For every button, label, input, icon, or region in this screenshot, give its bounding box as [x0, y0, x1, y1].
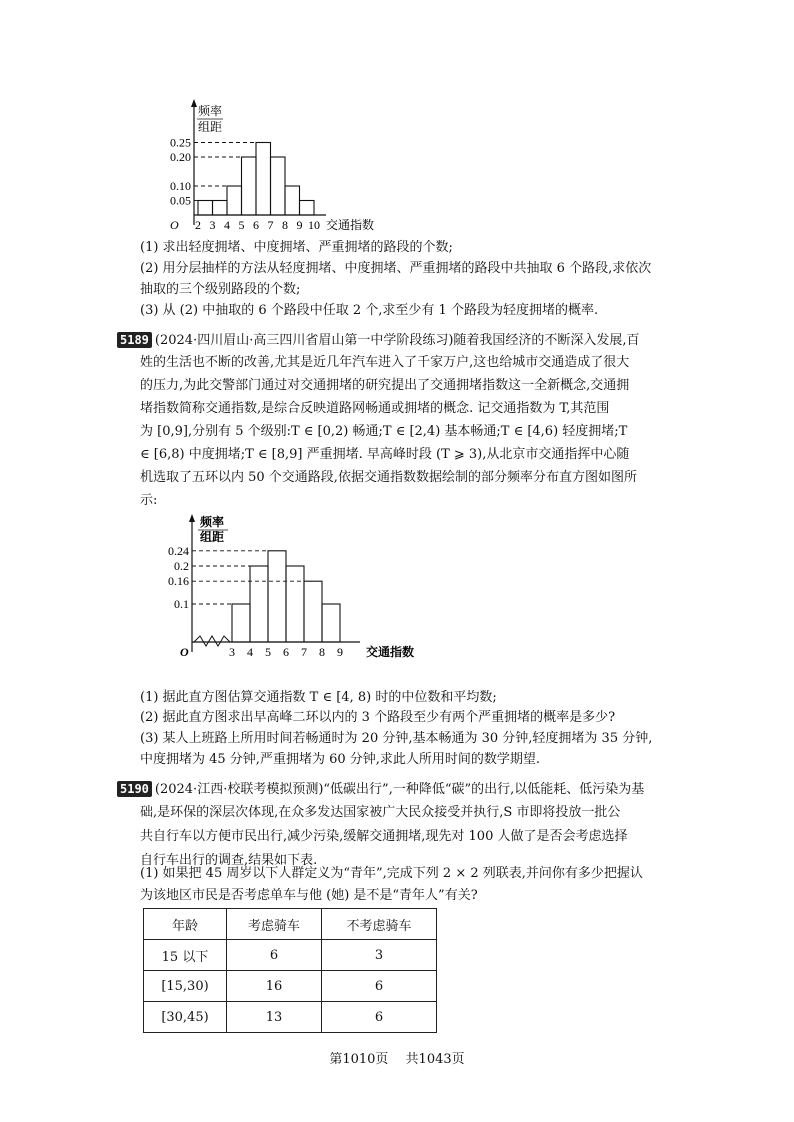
table-cell: 6	[227, 940, 322, 971]
table-cell: 3	[322, 940, 437, 971]
histogram-bar	[322, 604, 340, 642]
chart2-x-ticks	[229, 645, 343, 659]
problem-5189-line-6: ∈ [6,8) 中度拥堵;T ∈ [8,9] 严重拥堵. 早高峰时段 (T ⩾ 3),从北京市交通指挥中心随	[140, 447, 630, 462]
problem-number-badge: 5190	[117, 781, 152, 797]
problem-5189-line-7: 机选取了五环以内 50 个交通路段,依据交通指数数据绘制的部分频率分布直方图如图所	[140, 470, 637, 485]
y-tick-label: 0.2	[174, 559, 189, 573]
x-tick-label: 9	[296, 218, 303, 232]
x-tick-label: 4	[247, 645, 253, 659]
x-tick-label: 7	[267, 218, 274, 232]
y-tick-label: 0.16	[168, 574, 189, 589]
histogram-bar	[286, 566, 304, 642]
chart2-origin: O	[180, 645, 189, 659]
problem-5190-q1: (1) 如果把 45 周岁以下人群定义为“青年”,完成下列 2 × 2 列联表,并问你有多少把握认	[140, 866, 643, 881]
x-tick-label: 2	[195, 218, 201, 232]
chart1-ylabel-top: 频率	[198, 104, 223, 118]
table-cell: 6	[322, 971, 437, 1002]
histogram-chart-1	[150, 95, 430, 240]
problem-number-badge: 5189	[117, 332, 152, 348]
histogram-bar	[242, 157, 257, 215]
problem-5189-line-2: 姓的生活也不断的改善,尤其是近几年汽车进入了千家万户,这也给城市交通造成了很大	[140, 355, 630, 370]
chart2-ylabel-top: 频率	[200, 515, 225, 529]
problem-5189-q1: (1) 据此直方图估算交通指数 T ∈ [4, 8) 时的中位数和平均数;	[140, 690, 497, 705]
problem-5190-q1-cont: 为该地区市民是否考虑单车与他 (她) 是不是“青年人”有关?	[140, 888, 478, 903]
table-cell: [15,30)	[144, 971, 227, 1002]
x-tick-label: 5	[265, 645, 271, 659]
table-cell: 16	[227, 971, 322, 1002]
chart2-xlabel: 交通指数	[366, 645, 415, 659]
problem-5189-q3: (3) 某人上班路上所用时间若畅通时为 20 分钟,基本畅通为 30 分钟,轻度拥堵为 35 分钟,	[140, 731, 653, 746]
prev-question-3: (3) 从 (2) 中抽取的 6 个路段中任取 2 个,求至少有 1 个路段为轻度拥堵的概率.	[140, 303, 599, 318]
problem-5189-q3-cont: 中度拥堵为 45 分钟,严重拥堵为 60 分钟,求此人所用时间的数学期望.	[140, 752, 541, 767]
problem-5189-line-8: 示:	[140, 493, 158, 508]
chart1-x-ticks	[195, 218, 320, 232]
chart1-origin: O	[170, 218, 179, 232]
problem-5189-text-1: (2024·四川眉山·高三四川省眉山第一中学阶段练习)随着我国经济的不断深入发展,百	[154, 333, 640, 348]
chart2-y-arrow	[189, 514, 195, 522]
axis-break-zigzag	[194, 636, 230, 646]
chart2-bars	[232, 551, 340, 642]
x-tick-label: 8	[319, 645, 325, 659]
x-tick-label: 6	[283, 645, 289, 659]
problem-5190-line-1	[117, 781, 644, 798]
table-cell: [30,45)	[144, 1002, 227, 1033]
table-header-cell: 不考虑骑车	[322, 909, 437, 940]
prev-question-2: (2) 用分层抽样的方法从轻度拥堵、中度拥堵、严重拥堵的路段中共抽取 6 个路段,求依次	[140, 261, 652, 276]
problem-5190-line-3: 共自行车以方便市民出行,减少污染,缓解交通拥堵,现先对 100 人做了是否会考虑选择	[140, 829, 628, 844]
page-footer: 第1010页 共1043页	[329, 1052, 465, 1067]
chart1-y-ticks	[170, 136, 191, 208]
y-tick-label: 0.24	[168, 543, 189, 558]
histogram-chart-2	[160, 510, 430, 665]
y-tick-label: 0.05	[170, 193, 191, 208]
prev-question-2-cont: 抽取的三个级别路段的个数;	[140, 282, 301, 297]
histogram-bar	[256, 143, 271, 216]
y-tick-label: 0.1	[174, 597, 189, 611]
problem-5190-line-4: 自行车出行的调查,结果如下表.	[140, 853, 318, 868]
problem-5189-line-5: 为 [0,9],分别有 5 个级别:T ∈ [0,2) 畅通;T ∈ [2,4) 基本畅通;T ∈ [4,6) 轻度拥堵;T	[140, 424, 628, 439]
problem-5189-q2: (2) 据此直方图求出早高峰二环以内的 3 个路段至少有两个严重拥堵的概率是多少?	[140, 710, 616, 725]
x-tick-label: 3	[209, 218, 216, 232]
table-row	[144, 1002, 437, 1033]
histogram-bar	[285, 186, 300, 215]
y-tick-label: 0.25	[170, 135, 191, 150]
table-cell: 13	[227, 1002, 322, 1033]
problem-5190-line-2: 础,是环保的深层次体现,在众多发达国家被广大民众接受并执行,S 市即将投放一批公	[140, 805, 621, 820]
histogram-bar	[213, 201, 228, 216]
prev-question-1: (1) 求出轻度拥堵、中度拥堵、严重拥堵的路段的个数;	[140, 240, 453, 255]
chart1-ylabel-bottom: 组距	[198, 120, 223, 134]
histogram-bar	[198, 201, 213, 216]
contingency-table	[143, 908, 437, 1033]
x-tick-label: 4	[224, 218, 230, 232]
x-tick-label: 10	[308, 218, 320, 232]
table-cell: 15 以下	[144, 940, 227, 971]
table-header-cell: 年龄	[144, 909, 227, 940]
histogram-bar	[232, 604, 250, 642]
x-tick-label: 9	[337, 645, 343, 659]
histogram-bar	[250, 566, 268, 642]
y-tick-label: 0.10	[170, 179, 191, 193]
histogram-bar	[271, 157, 286, 215]
chart1-guide-lines	[194, 143, 256, 201]
chart2-y-ticks	[168, 544, 189, 611]
problem-5190-text-1: (2024·江西·校联考模拟预测)“低碳出行”,一种降低“碳”的出行,以低能耗、低污染为基	[154, 782, 645, 797]
table-cell: 6	[322, 1002, 437, 1033]
table-header-cell: 考虑骑车	[227, 909, 322, 940]
histogram-bar	[304, 581, 322, 642]
x-tick-label: 3	[229, 645, 235, 659]
chart1-y-arrow	[191, 99, 197, 107]
table-row	[144, 940, 437, 971]
table-header-row	[144, 909, 437, 940]
chart2-guide-lines	[192, 551, 304, 646]
problem-5189-line-3: 的压力,为此交警部门通过对交通拥堵的研究提出了交通拥堵指数这一全新概念,交通拥	[140, 378, 630, 393]
chart2-ylabel-bottom: 组距	[200, 530, 225, 544]
chart1-bars	[198, 143, 314, 216]
table-row	[144, 971, 437, 1002]
histogram-bar	[268, 551, 286, 642]
histogram-bar	[300, 201, 315, 216]
chart1-xlabel: 交通指数	[326, 218, 375, 232]
problem-5189-line-4: 堵指数简称交通指数,是综合反映道路网畅通或拥堵的概念. 记交通指数为 T,其范围	[140, 401, 610, 416]
x-tick-label: 6	[253, 218, 259, 232]
problem-5189-line-1	[117, 332, 640, 349]
histogram-bar	[227, 186, 242, 215]
x-tick-label: 8	[282, 218, 288, 232]
x-tick-label: 7	[301, 645, 307, 659]
y-tick-label: 0.20	[170, 150, 191, 164]
x-tick-label: 5	[238, 218, 245, 232]
